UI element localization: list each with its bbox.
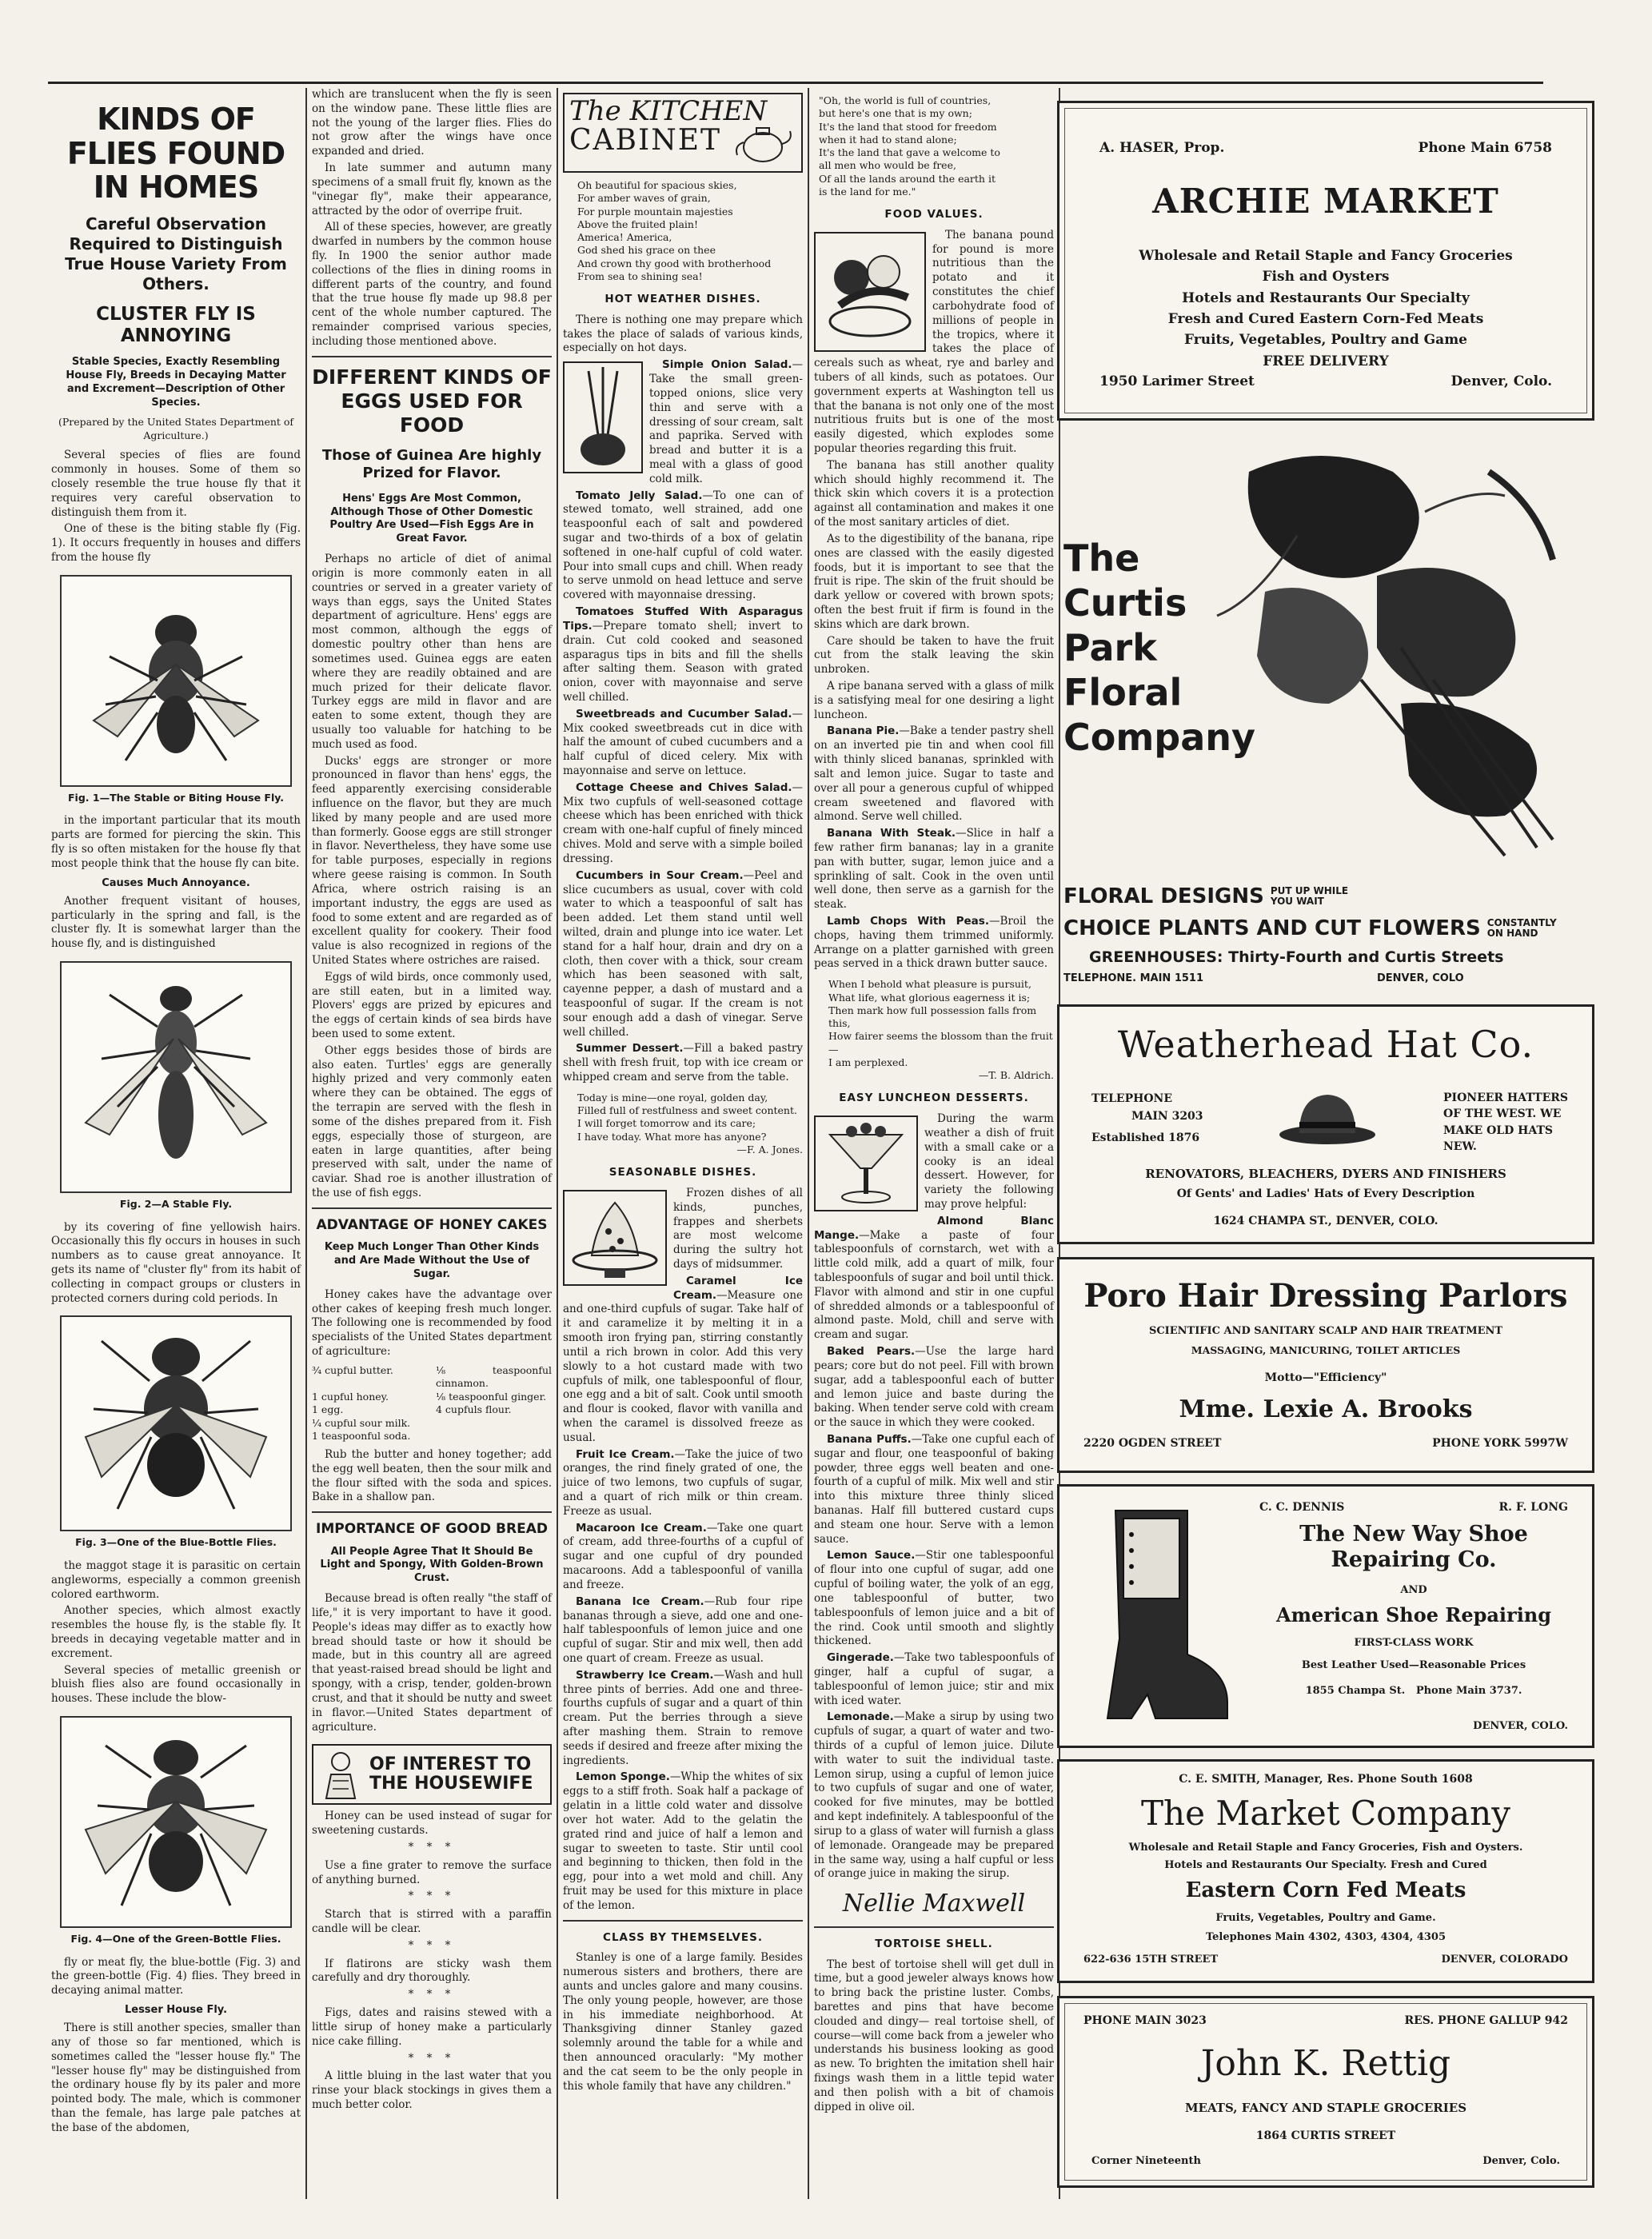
ad-line: MASSAGING, MANICURING, TOILET ARTICLES [1191,1344,1461,1356]
ad-feature: FLORAL DESIGNS [1063,884,1264,908]
paragraph: In late summer and autumn many specimens of a small fruit fly, known as the "vinegar fly", make their appearance, attracted by the odor of overripe fruit. [312,162,552,218]
paragraph: During the warm weather a dish of fruit with a small cake or a cooky is an ideal dessert. However, for variety the following may prove helpful: [924,1112,1054,1211]
ad-note-line: YOU WAIT [1270,896,1324,907]
headline-tortoise: TORTOISE SHELL. [875,1937,993,1950]
recipe-name: Banana With Steak. [827,827,956,840]
recipe-name: Simple Onion Salad. [662,358,792,372]
paragraph: There is nothing one may prepare which takes the place of salads of various kinds, especially on hot days. [563,313,803,355]
ad-address: 1950 Larimer Street [1099,373,1255,389]
recipe-name: Summer Dessert. [576,1042,684,1056]
ingredient [436,1430,552,1443]
headline-honey: ADVANTAGE OF HONEY CAKES [316,1216,548,1233]
deck-bread: All People Agree That It Should Be Light and Spongy, With Golden-Brown Crust. [320,1545,544,1585]
ad-manager: C. E. SMITH, Manager, Res. Phone South 1608 [1179,1773,1473,1786]
kitchen-cabinet-title-2: CABINET [569,124,722,157]
poem-author: —F. A. Jones. [736,1143,803,1155]
ingredient [436,1417,552,1431]
recipe-text: —Take the juice of two oranges, the rind finely grated of one, the juice of two lemons, two cupfuls of sugar, and a quart of rich milk or thin cream. Freeze as usual. [563,1447,803,1518]
ingredient-row [312,1417,552,1431]
paragraph: A ripe banana served with a glass of milk is a satisfying meal for one desiring a light luncheon. [814,680,1054,721]
ad-body [1059,245,1592,372]
ad-title-word: Company [1063,716,1255,760]
onion-icon [565,363,641,472]
ad-line: TELEPHONE [1091,1092,1173,1105]
ad-title: Poro Hair Dressing Parlors [1083,1277,1568,1315]
column-rule [808,88,809,2199]
onion-illustration [563,361,643,473]
ingredient: ¼ cupful sour milk. [312,1416,411,1429]
recipe-text: —Take two tablespoonfuls of ginger, half a cupful of sugar, a tablespoonful of lemon juice; stir and mix with iced water. [814,1651,1054,1707]
poem-line: And crown thy good with brotherhood [577,257,772,269]
ingredient: 1 teaspoonful soda. [312,1430,411,1443]
kitchen-cabinet-masthead [563,93,803,173]
interest-housewife-banner [312,1744,552,1805]
poem-line: When I behold what pleasure is pursuit, [828,978,1032,991]
poem-line: God shed his grace on thee [577,244,716,257]
recipe-text: —Bake a tender pastry shell on an inverted pie tin and when cool fill with thinly sliced bananas, sprinkled with salt and lemon juice. Sugar to taste and over all pour a generous cupful of whipped cream sweetened and flavored with almond. Serve well chilled. [814,724,1054,824]
recipe-name: Almond Blanc Mange. [814,1214,1054,1242]
ad-owner-right: R. F. LONG [1498,1501,1568,1514]
ad-title-word: Curtis [1063,581,1187,625]
ad-city: DENVER, COLORADO [1441,1954,1568,1966]
column-flies [51,88,301,2199]
recipe-text: —Take one quart of cream, add three-fourths of a cupful of sugar and one cupful of dry pounded macaroons. Add a tablespoonful of vanilla and freeze. [563,1521,803,1591]
ad-title-2: American Shoe Repairing [1275,1603,1552,1626]
ad-feature: CHOICE PLANTS AND CUT FLOWERS [1063,916,1481,940]
poem-line: Oh beautiful for spacious skies, [577,179,737,191]
paragraph: Ducks' eggs are stronger or more pronounced in flavor than hens' eggs, the feed apparently exercising considerable influence on the flavor, but they are much liked by many people and are used more than formerly. Goose eggs are still stronger in flavor. Nevertheless, they have some use for table purposes, especially in regions where geese raising is common. In South Africa, where ostrich raising is an important industry, the eggs are used as food to some extent and are regarded as of excellent quality for cookery. Their food value is also recognized in regions of the United States where ostriches are raised. [312,754,552,967]
page-top-rule [48,82,1543,84]
fly-icon [62,963,290,1191]
interest-housewife-title: OF INTEREST TO THE HOUSEWIFE [369,1754,533,1794]
tip: Figs, dates and raisins stewed with a little sirup of honey make a particularly nice cake filling. [312,2006,552,2048]
ad-line: MEATS, FANCY AND STAPLE GROCERIES [1184,2101,1467,2115]
poem-line: all men who would be free, [819,159,956,172]
ad-phone: PHONE MAIN 3023 [1083,2014,1207,2027]
column-eggs [312,88,552,2199]
ingredient: 4 cupfuls flour. [436,1403,512,1416]
sundae-glass-icon [816,1117,916,1210]
column-kitchen-cabinet [563,88,803,2199]
paragraph: Honey cakes have the advantage over other cakes of keeping fresh much longer. The following one is recommended by food specialists of the United States department of agriculture: [312,1287,552,1359]
ad-line: PIONEER HATTERS [1443,1092,1568,1104]
dessert-illustration [563,1190,667,1286]
ad-title-line: The New Way Shoe [1299,1522,1528,1547]
ad-line: Established 1876 [1091,1131,1200,1144]
ad-line: Fruits, Vegetables, Poultry and Game. [1215,1912,1436,1924]
recipe-name: Macaroon Ice Cream. [576,1521,707,1535]
recipe-name: Gingerade. [827,1651,894,1665]
signature: Nellie Maxwell [842,1890,1026,1918]
recipe-text: —Measure one and one-third cupfuls of sugar. Take half of it and caramelize it by melting it in a smooth iron frying pan, stirring constantly until a rich brown in color. Add this very slowly to a hot custard made with two cupfuls of milk, one tablespoonful of flour, one egg and a bit of salt. Cook until smooth and flour is cooked, flavor with vanilla and when the caramel is dissolved freeze as usual. [563,1288,803,1444]
paragraph: in the important particular that its mouth parts are formed for piercing the skin. This fly is so often mistaken for the house fly that most people think that the house fly can bite. [51,814,301,870]
poem-line: For purple mountain majesties [577,205,733,218]
recipe-name: Tomatoes Stuffed With Asparagus Tips. [563,605,803,633]
fly-icon [62,577,290,785]
poem-line: From sea to shining sea! [577,269,703,282]
column-rule [557,88,558,2199]
poem-line: but here's one that is my own; [819,107,972,120]
ad-right-block [1443,1090,1568,1155]
recipe-text: —Rub four ripe bananas through a sieve, add one and one-half tablespoonfuls of lemon juice and one cupful of sugar. Stir and mix well, then add one quart of cream. Freeze as usual. [563,1594,803,1665]
recipe-name: Baked Pears. [827,1345,916,1359]
ad-res-phone: RES. PHONE GALLUP 942 [1404,2014,1568,2027]
blue-bottle-fly-illustration [60,1315,292,1531]
poem-pursuit [814,978,1054,1082]
ad-left-block [1091,1090,1203,1147]
ad-phone: Telephones Main 4302, 4303, 4304, 4305 [1205,1931,1446,1943]
recipe-name: Cottage Cheese and Chives Salad. [576,780,792,794]
recipe-text: —Mix cooked sweetbreads cut in dice with half the amount of cubed cucumbers and a half cupful of diced celery. Mix with mayonnaise and serve on lettuce. [563,707,803,777]
ad-address: 1864 CURTIS STREET [1255,2129,1396,2142]
recipe-text: —Broil the chops, having them trimmed uniformly. Arrange on a platter garnished with green peas served in a thick drawn butter sauce. [814,915,1054,971]
poem-line: I will forget tomorrow and its care; [577,1117,756,1130]
paragraph: The best of tortoise shell will get dull in time, but a good jeweler always knows how to bring back the pristine luster. Combs, barettes and pins that have become clouded and dingy— real tortoise shell, of course—will come back from a jeweler who understands his business looking as good as new. To brighten the imitation shell hair fixings wash them in a little tepid water and then polish with a bit of chamois dipped in olive oil. [814,1958,1054,2113]
paragraph: The banana has still another quality which should highly recommend it. The thick skin which covers it is a protection against all contamination and makes it one of the most sanitary articles of diet. [814,458,1054,529]
ad-title-word: Park [1063,626,1157,670]
divider-stars: * * * [408,1938,456,1952]
poem-line: I have today. What more has anyone? [577,1130,767,1143]
ad-line: NEW. [1443,1139,1477,1153]
ad-note-line: PUT UP WHILE [1270,884,1349,896]
poem-line: It's the land that stood for freedom [819,120,997,133]
ad-feature-note [1487,918,1557,939]
cluster-fly-illustration [60,961,292,1193]
recipe-name: Banana Pie. [827,724,900,738]
fly-icon [62,1718,290,1926]
ad-line [1063,916,1557,940]
column-food-values [814,88,1054,2199]
recipe-name: Banana Puffs. [827,1432,912,1446]
poem-line: when it had to stand alone; [819,133,957,146]
poem-line: For amber waves of grain, [577,192,711,205]
poem-line: How fairer seems the blossom than the fruit— [828,1030,1053,1056]
paragraph: the maggot stage it is parasitic on certain angleworms, especially a common greenish colored earthworm. [51,1559,301,1601]
subhead: Causes Much Annoyance. [102,876,250,889]
divider-stars: * * * [408,2051,456,2065]
paragraph: Other eggs besides those of birds are also eaten. Turtles' eggs are generally highly prized and very commonly eaten where they can be obtained. The eggs of the terrapin are served with the flesh in some of the dishes prepared from it. Fish eggs, especially those of sturgeon, are eaten in large quantities, after being preserved with salt, under the name of caviar. Shad roe is another illustration of the use of fish eggs. [312,1044,552,1199]
ad-john-k-rettig [1057,1996,1594,2188]
poem-line: I am perplexed. [828,1056,908,1068]
paragraph: by its covering of fine yellowish hairs. Occasionally this fly occurs in houses in such numbers as to cause great annoyance. It gets its name of "cluster fly" from its habit of collecting in compact groups or clusters in protected corners during cold periods. In [51,1220,301,1305]
ad-weatherhead-hat [1057,1004,1594,1244]
paragraph: Eggs of wild birds, once commonly used, are still eaten, but in a limited way. Plovers' eggs are prized by epicures and the eggs of certain kinds of sea birds have been used to some extent. [312,970,552,1040]
section-rule [563,1920,803,1922]
paragraph: which are translucent when the fly is seen on the window pane. These little flies are not the young of the larger flies. Flies do not grow after the wings have once expanded and dried. [312,88,552,158]
ad-title: The Market Company [1141,1794,1510,1833]
ad-address: 2220 OGDEN STREET [1083,1437,1222,1450]
hat-icon [1275,1087,1379,1151]
headline-hot-weather: HOT WEATHER DISHES. [605,293,761,305]
tip: A little bluing in the last water that you rinse your black stockings in gives them a much better color. [312,2069,552,2111]
ad-phone: TELEPHONE. MAIN 1511 [1063,972,1204,984]
kitchen-cabinet-title-1: The KITCHEN [569,95,768,127]
divider-stars: * * * [408,1890,456,1903]
recipe-text: —Fill a baked pastry shell with fresh fruit, top with ice cream or whipped cream and serve from the table. [563,1042,803,1084]
poem-line: What life, what glorious eagerness it is; [828,991,1031,1004]
ingredient-list [312,1364,552,1443]
headline-luncheon: EASY LUNCHEON DESSERTS. [839,1092,1029,1105]
recipe-text: —Make a paste of four tablespoonfuls of cornstarch, wet with a little cold milk, add a quart of milk, four tablespoonfuls of sugar and boil until thick. Flavor with almond and stir in one cupful of shredded almonds or a tablespoonful of almond paste. Mold, chill and serve with cream and sugar. [814,1228,1054,1342]
recipe-name: Caramel Ice Cream. [673,1274,803,1302]
figure-caption: Fig. 4—One of the Green-Bottle Flies. [70,1933,281,1946]
recipe-text: —Slice in half a few rather firm bananas; lay in a granite pan with butter, sugar, lemon juice and a sprinkling of salt. Cook in the oven until well done, then serve as a garnish for the steak. [814,827,1055,912]
recipe-text: —Wash and hull three pints of berries. Add one and three-fourths cupfuls of sugar and a quart of thin cream. Put the berries through a sieve after mashing them. Strain to remove seeds if desired and freeze after mixing the ingredients. [563,1668,803,1767]
ad-line: AND [1400,1584,1427,1596]
paragraph: The banana pound for pound is more nutritious than the potato and it constitutes the chief carbohydrate food of millions of people in the tropics, where it takes the place of cereals such as wheat, rye and barley and tubers of all kinds, such as potatoes. Our government experts at Washington tell us that the banana is not only one of the most nutritious fruits but is one of the most easily digested, which explodes some popular theories regarding this fruit. [814,228,1054,455]
ad-line: FREE DELIVERY [1263,353,1389,369]
ad-note-line: ON HAND [1486,928,1538,939]
ad-line: Wholesale and Retail Staple and Fancy Groceries, Fish and Oysters. [1128,1842,1523,1854]
recipe-name: Strawberry Ice Cream. [576,1668,714,1682]
ad-note-line: CONSTANTLY [1486,916,1557,928]
recipe-name: Banana Ice Cream. [576,1594,704,1608]
ad-feature: Eastern Corn Fed Meats [1185,1878,1466,1902]
fruit-bowl-icon [816,233,924,350]
ad-archie-market [1057,101,1594,421]
ad-line: Fish and Oysters [1262,269,1390,285]
fruit-bowl-illustration [814,232,926,352]
ad-line: SCIENTIFIC AND SANITARY SCALP AND HAIR TREATMENT [1148,1325,1503,1337]
ingredient-row [312,1403,552,1417]
paragraph: Several species of flies are found commonly in houses. Some of them so closely resemble the true house fly that it requires very careful observation to distinguish them from it. [51,449,301,519]
paragraph: fly or meat fly, the blue-bottle (Fig. 3) and the green-bottle (Fig. 4) flies. They breed in decaying animal matter. [51,1955,301,1998]
ad-market-company [1057,1759,1594,1983]
deck-eggs-2: Hens' Eggs Are Most Common, Although Those of Other Domestic Poultry Are Used—Fish Eggs Are in Great Favor. [329,492,534,545]
paragraph: Care should be taken to have the fruit cut from the stalk leaving the skin unbroken. [814,634,1054,676]
recipe-name: Fruit Ice Cream. [576,1447,675,1461]
tip: Use a fine grater to remove the surface of anything burned. [312,1858,552,1886]
ingredient: ⅛ teaspoonful cinnamon. [436,1363,552,1390]
headline-eggs: DIFFERENT KINDS OF EGGS USED FOR FOOD [312,365,552,437]
ingredient: ⅛ teaspoonful ginger. [436,1390,547,1403]
paragraph: Stanley is one of a large family. Besides numerous sisters and brothers, there are aunts and uncles galore and many cousins. The only young people, however, are those in his immediate neighborhood. At Thanksgiving dinner Stanley gazed solemnly around the table for a while and then announced oracularly: "My mother and the cat seem to be the only people in this whole family that have any children." [563,1951,803,2093]
ad-curtis-park-floral [1057,440,1594,992]
ad-line [1063,884,1348,908]
paragraph: Perhaps no article of diet of animal origin is more commonly eaten in all countries or served in a greater variety of ways than eggs, says the United States department of agriculture. Hens' eggs are most common, although the eggs of domestic poultry other than hens are sometimes used. Guinea eggs are eaten where they are readily obtained and are much prized for their delicate flavor. Turkey eggs are mild in flavor and are eaten to some extent, though they are usually too valuable for hatching to be much used as food. [312,553,552,751]
poem-line: is the land for me." [819,185,916,198]
paragraph: All of these species, however, are greatly dwarfed in numbers by the common house fly. In 1900 the senior author made collections of the flies in dining rooms in different parts of the country, and found that the true house fly made up 98.8 per cent of the whole number captured. The remainder comprised various species, including those mentioned above. [312,221,552,348]
deck-flies-1: Careful Observation Required to Distinguish True House Variety From Others. [65,214,287,293]
paragraph: Another frequent visitant of houses, particularly in the spring and fall, is the cluster fly. It is somewhat larger than the house fly, and is distinguished [51,894,301,951]
headline-flies: KINDS OF FLIES FOUND IN HOMES [66,102,285,206]
recipe-name: Sweetbreads and Cucumber Salad. [576,707,792,720]
divider-stars: * * * [408,1840,456,1854]
recipe-text: —Prepare tomato shell; invert to drain. Cut cold cooked and seasoned asparagus tips in bits and fill the shells after salting them. Season with grated onion, cover with mayonnaise and serve well chilled. [563,619,803,704]
poem-america [563,179,803,283]
ad-line: FIRST-CLASS WORK [1354,1637,1474,1649]
paragraph: Another species, which almost exactly resembles the house fly, is the stable fly. It breeds in decaying vegetable matter and in excrement. [51,1604,301,1660]
paragraph: There is still another species, smaller than any of those so far mentioned, which is sometimes called the "lesser house fly." The "lesser house fly" may be distinguished from the ordinary house fly by its paler and more pointed body. The male, which is commoner than the female, has large pale patches at the base of the abdomen, [51,2021,301,2134]
recipe-text: —To one can of stewed tomato, well strained, add one teaspoonful each of salt and powdered sugar and two-thirds of a box of gelatin softened in one-half cupful of cold water. Pour into small cups and chill. When ready to serve unmold on head lettuce and serve covered with mayonnaise dressing. [563,489,804,602]
ingredient: ¾ cupful butter. [312,1363,393,1376]
ad-owner: Mme. Lexie A. Brooks [1179,1395,1473,1423]
ad-line: OF THE WEST. WE [1443,1108,1562,1121]
ingredient-row [312,1364,552,1391]
deck-flies-2: CLUSTER FLY IS ANNOYING [96,303,256,347]
section-rule [312,356,552,357]
column-rule [305,88,307,2199]
ad-feature-note [1271,886,1348,907]
recipe-text: —Take one cupful each of sugar and flour, one teaspoonful of baking powder, three eggs well beaten and one-fourth of a cupful of milk. Mix well and stir into this mixture three thinly sliced bananas. Half fill buttered custard cups and steam one hour. Serve with a lemon sauce. [814,1432,1054,1546]
recipe-text: —Take the small green-topped onions, slice very thin and serve with a dressing of sour cream, salt and paprika. Served with bread and butter it is a meal with a glass of good cold milk. [649,358,803,485]
recipe-text: —Peel and slice cucumbers as usual, cover with cold water to which a teaspoonful of salt has been added. Let them stand until well wilted, drain and plunge into ice water. Let stand for a half hour, drain and dry on a cloth, then cover with a thick, sour cream which has been seasoned with salt, cayenne pepper, a dash of mustard and a teaspoonful of sugar. If the cream is not sour enough add a dash of vinegar. Serve well chilled. [563,868,804,1039]
figure-caption: Fig. 3—One of the Blue-Bottle Flies. [75,1536,277,1549]
ad-address: 1855 Champa St. Phone Main 3737. [1305,1685,1522,1697]
ad-title-word: Floral [1063,671,1183,715]
ad-line: MAKE OLD HATS [1443,1123,1553,1137]
ad-line: Of Gents' and Ladies' Hats of Every Description [1176,1187,1475,1200]
fly-icon [62,1317,290,1530]
sundae-glass-illustration [814,1116,918,1211]
recipe-text: —Mix two cupfuls of well-seasoned cottage cheese which has been enriched with thick cream with one-half cupful of finely minced chives. Mold and serve with a simple boiled dressing. [563,780,803,865]
ad-title: John K. Rettig [1200,2043,1451,2084]
poem-line: Then mark how full possession falls from this, [828,1004,1037,1029]
ad-phone: Phone Main 6758 [1418,140,1552,156]
poem-line: Today is mine—one royal, golden day, [577,1091,768,1104]
ad-city: Denver, Colo. [1482,2155,1560,2167]
recipe-name: Lemon Sauce. [827,1549,916,1563]
section-rule [814,1926,1054,1928]
poem-line: Above the fruited plain! [577,218,699,230]
ad-phone: PHONE YORK 5997W [1432,1437,1568,1450]
ad-owner-left: C. C. DENNIS [1259,1501,1345,1514]
ad-corner: Corner Nineteenth [1091,2155,1201,2167]
ad-line: Hotels and Restaurants Our Specialty. Fresh and Cured [1164,1859,1487,1871]
poem-author: —T. B. Aldrich. [978,1069,1054,1081]
newspaper-page [48,88,1568,2199]
tip: Starch that is stirred with a paraffin candle will be clear. [312,1908,552,1935]
ad-city: DENVER, COLO. [1473,1720,1568,1732]
paragraph: Several species of metallic greenish or bluish flies also are found occasionally in houses. These include the blow- [51,1663,301,1706]
boot-icon [1075,1503,1235,1734]
paragraph: Frozen dishes of all kinds, punches, frappes and sherbets are most welcome during the sultry hot days of midsummer. [673,1186,803,1271]
poem-line: It's the land that gave a welcome to [819,146,1000,158]
recipe-name: Lamb Chops With Peas. [827,915,989,928]
green-bottle-fly-illustration [60,1716,292,1928]
poem-today [563,1092,803,1156]
section-rule [312,1511,552,1513]
ad-line: RENOVATORS, BLEACHERS, DYERS AND FINISHERS [1145,1167,1506,1181]
headline-seasonable: SEASONABLE DISHES. [609,1166,757,1179]
subhead: Lesser House Fly. [124,2003,228,2016]
ad-line: Hotels and Restaurants Our Specialty [1182,289,1470,306]
ingredient-row [312,1391,552,1404]
deck-honey: Keep Much Longer Than Other Kinds and Are Made Without the Use of Sugar. [324,1241,540,1280]
poem-line: Of all the lands around the earth it [819,172,996,185]
tip: If flatirons are sticky wash them carefully and dry thoroughly. [312,1957,552,1985]
section-rule [312,1207,552,1209]
dessert-mold-icon [565,1191,665,1284]
ad-city: Denver, Colo. [1450,373,1552,389]
poem-my-country [814,94,1054,198]
recipe-name: Cucumbers in Sour Cream. [576,868,744,882]
housewife-icon [317,1749,365,1800]
recipe-text: —Stir one tablespoonful of flour into one cupful of sugar, add one cupful of boiling water, the yolk of an egg, one tablespoonful of butter, two tablespoonfuls of lemon juice and a bit of the rind. Cook until smooth and slightly thickened. [814,1549,1054,1648]
ad-new-way-shoe [1057,1484,1594,1748]
ad-city: DENVER, COLO [1377,972,1464,984]
ad-line: Fruits, Vegetables, Poultry and Game [1184,332,1467,349]
recipe-text: —Use the large hard pears; core but do not peel. Fill with brown sugar, add a tablespoonful each of butter and lemon juice and baste during the baking. When tender serve cold with cream or the sauce in which they were cooked. [814,1345,1054,1430]
paragraph: Rub the butter and honey together; add the egg well beaten, then the sour milk and the flour sifted with the soda and spices. Bake in a shallow pan. [312,1447,552,1504]
ad-motto: Motto—"Efficiency" [1264,1371,1387,1384]
ad-title: ARCHIE MARKET [1152,182,1499,221]
figure-caption: Fig. 2—A Stable Fly. [119,1198,233,1211]
headline-food-values: FOOD VALUES. [884,208,984,221]
ad-address: 622-636 15TH STREET [1083,1954,1219,1966]
paragraph: One of these is the biting stable fly (Fig. 1). It occurs frequently in houses and differs from the house fly [51,522,301,565]
ad-line: Fresh and Cured Eastern Corn-Fed Meats [1167,311,1484,328]
tip: Honey can be used instead of sugar for sweetening custards. [312,1810,552,1838]
divider-stars: * * * [408,1988,456,2002]
deck-flies-3: Stable Species, Exactly Resembling House Fly, Breeds in Decaying Matter and Excrement—Description of Other Species. [66,355,286,409]
ad-title [1063,536,1255,760]
poem-line: America! America, [577,231,672,243]
credit-flies: (Prepared by the United States Department of Agriculture.) [58,416,294,441]
ad-title-line: Repairing Co. [1331,1547,1497,1573]
headline-class: CLASS BY THEMSELVES. [603,1930,763,1944]
recipe-text: —Whip the whites of six eggs to a stiff froth. Soak half a package of gelatin in a little cold water and dissolve over hot water. Add to the gelatin the grated rind and juice of half a lemon and sugar to sweeten to taste. Stir until cool and beginning to thicken, then fold in the egg, pour into a wet mold and chill. Any fruit may be used for this mixture in place of the lemon. [563,1770,803,1912]
figure-caption: Fig. 1—The Stable or Biting House Fly. [68,791,284,804]
paragraph: As to the digestibility of the banana, ripe ones are classed with the easily digested foods, but it is important to see that the fruit is ripe. The skin of the fruit should be dark yellow or covered with brown spots; often the best fruit if firm is found in the skins which are dark brown. [814,532,1054,631]
ad-title-word: The [1063,537,1140,580]
recipe-name: Tomato Jelly Salad. [576,489,703,502]
recipe-text: —Make a sirup by using two cupfuls of sugar, a quart of water and two-thirds of a cupful of lemon juice. Dilute with water to suit the individual taste. Lemon sirup, using a cupful of lemon juice to two cupfuls of sugar and one of water, cooked for five minutes, may be bottled and kept indefinitely. A tablespoonful of the sirup to a glass of water will furnish a glass of lemonade. Orangeade may be prepared in the same way, using a half cupful or less of orange juice in making the sirup. [814,1710,1054,1881]
ad-greenhouses: GREENHOUSES: Thirty-Fourth and Curtis Streets [1089,948,1504,966]
headline-bread: IMPORTANCE OF GOOD BREAD [316,1521,548,1538]
recipe-name: Lemon Sponge. [576,1770,670,1784]
poem-line: "Oh, the world is full of countries, [819,94,992,106]
ad-address: 1624 CHAMPA ST., DENVER, COLO. [1213,1215,1439,1227]
ad-poro-hair [1057,1257,1594,1473]
deck-eggs: Those of Guinea Are highly Prized for Flavor. [321,446,542,482]
stable-fly-illustration [60,575,292,787]
ingredient-row [312,1430,552,1443]
ad-title: Weatherhead Hat Co. [1117,1023,1534,1066]
ad-line: Best Leather Used—Reasonable Prices [1301,1659,1526,1671]
ingredient: 1 cupful honey. [312,1390,389,1403]
paragraph: Because bread is often really "the staff of life," it is very important to have it good. People's ideas may differ as to exactly how bread should taste or how it should be made, but in this country all are agreed that yeast-raised bread should be light and spongy, with a crisp, tender, golden-brown crust, and that it should be nutty and sweet in flavor.—United States department of agriculture. [312,1592,552,1734]
recipe-name: Lemonade. [827,1710,894,1724]
ad-line: Wholesale and Retail Staple and Fancy Groceries [1139,248,1513,264]
ad-frame [1064,2003,1587,2181]
ingredient: 1 egg. [312,1403,344,1416]
ad-proprietor: A. HASER, Prop. [1099,140,1225,156]
teapot-icon [732,118,796,166]
ad-line: MAIN 3203 [1131,1110,1203,1123]
ad-title [1243,1522,1584,1574]
poem-line: Filled full of restfulness and sweet content. [577,1104,797,1117]
